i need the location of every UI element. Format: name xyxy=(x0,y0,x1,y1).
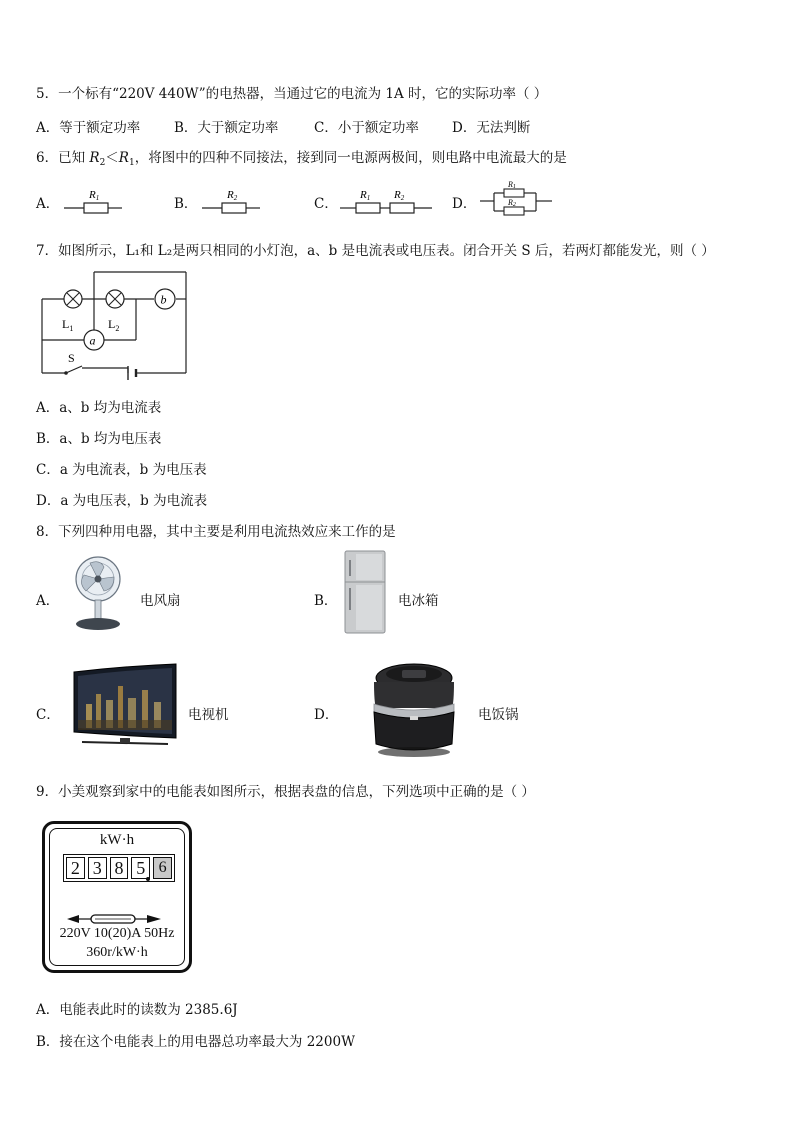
q5-option-c: C．小于额定功率 xyxy=(314,120,419,136)
meter-decimal-point xyxy=(146,877,150,881)
q8-option-b-name: 电冰箱 xyxy=(398,593,439,609)
meter-digit: 8 xyxy=(110,857,129,879)
q5-option-b: B．大于额定功率 xyxy=(174,120,279,136)
q9-option-b: B．接在这个电能表上的用电器总功率最大为 2200W xyxy=(36,1034,355,1050)
resistor-r2-label: R2 xyxy=(508,198,516,208)
q7-stem: 7．如图所示，L₁和 L₂是两只相同的小灯泡，a、b 是电流表或电压表。闭合开关 S 后，若两灯都能发光，则（ ） xyxy=(36,243,715,259)
q8-stem: 8．下列四种用电器，其中主要是利用电流热效应来工作的是 xyxy=(36,524,396,540)
meter-rotating-disc-icon xyxy=(65,912,165,926)
resistor-r1-label: R1 xyxy=(89,189,100,202)
resistor-r2-label: R2 xyxy=(227,189,238,202)
television-icon xyxy=(72,664,180,748)
q7-circuit-diagram xyxy=(36,266,196,378)
meter-digit: 3 xyxy=(88,857,107,879)
resistor-r1-label: R1 xyxy=(508,180,516,190)
battery-icon xyxy=(128,366,140,380)
q6-stem: 6．已知 $R_2<R_1$，将图中的四种不同接法，接到同一电源两极间，则电路中电流最大的是 xyxy=(36,150,567,168)
lamp-l1-label: $L_1$ xyxy=(62,317,74,333)
q9-option-a: A．电能表此时的读数为 2385.6J xyxy=(36,1002,238,1018)
q6-diagram-a-r1 xyxy=(62,186,132,216)
q8-option-d-name: 电饭锅 xyxy=(478,707,519,723)
q5-option-a: A．等于额定功率 xyxy=(36,120,141,136)
switch-label: S xyxy=(68,351,75,365)
meter-spec-line2: 360r/kW·h xyxy=(86,945,148,960)
rice-cooker-icon xyxy=(362,656,466,760)
electric-fan-icon xyxy=(68,553,130,633)
q7-option-b: B．a、b 均为电压表 xyxy=(36,431,162,447)
q6-option-c-letter: C． xyxy=(314,196,338,212)
q9-stem: 9．小美观察到家中的电能表如图所示，根据表盘的信息，下列选项中正确的是（ ） xyxy=(36,784,535,800)
lamp-l1-icon xyxy=(64,290,82,308)
q5-option-d: D．无法判断 xyxy=(452,120,531,136)
q8-option-d-letter: D． xyxy=(314,707,339,723)
meter-decimal-digit: 6 xyxy=(153,857,172,879)
lamp-l2-label: $L_2$ xyxy=(108,317,120,333)
resistor-r2-label: R2 xyxy=(394,189,405,202)
q5-stem: 5．一个标有“220V 440W”的电热器，当通过它的电流为 1A 时，它的实际功率（ ） xyxy=(36,86,548,102)
q8-option-b-letter: B． xyxy=(314,593,338,609)
q8-option-c-name: 电视机 xyxy=(188,707,229,723)
q6-diagram-d-parallel xyxy=(478,180,558,214)
refrigerator-icon xyxy=(344,550,386,634)
q6-option-a-letter: A． xyxy=(36,196,60,212)
q6-option-b-letter: B． xyxy=(174,196,198,212)
q8-option-c-letter: C． xyxy=(36,707,60,723)
q6-diagram-c-series xyxy=(338,186,438,216)
meter-unit-label: kW·h xyxy=(99,832,135,848)
meter-digit: 2 xyxy=(66,857,85,879)
q7-option-d: D．a 为电压表，b 为电流表 xyxy=(36,493,208,509)
meter-spec-line1: 220V 10(20)A 50Hz xyxy=(59,926,175,941)
meter-a-icon xyxy=(84,330,104,350)
electric-meter xyxy=(42,821,192,973)
meter-digit: 5 xyxy=(131,857,150,879)
q8-option-a-name: 电风扇 xyxy=(140,593,181,609)
lamp-l2-icon xyxy=(106,290,124,308)
meter-b-icon xyxy=(155,289,175,309)
q7-option-a: A．a、b 均为电流表 xyxy=(36,400,162,416)
svg-text:b: b xyxy=(160,292,167,307)
q6-option-d-letter: D． xyxy=(452,196,477,212)
q7-option-c: C．a 为电流表，b 为电压表 xyxy=(36,462,207,478)
switch-icon xyxy=(64,366,82,375)
q6-diagram-b-r2 xyxy=(200,186,270,216)
q8-option-a-letter: A． xyxy=(36,593,60,609)
meter-digit-window xyxy=(63,854,175,882)
svg-text:a: a xyxy=(89,333,96,348)
resistor-r1-label: R1 xyxy=(360,189,371,202)
